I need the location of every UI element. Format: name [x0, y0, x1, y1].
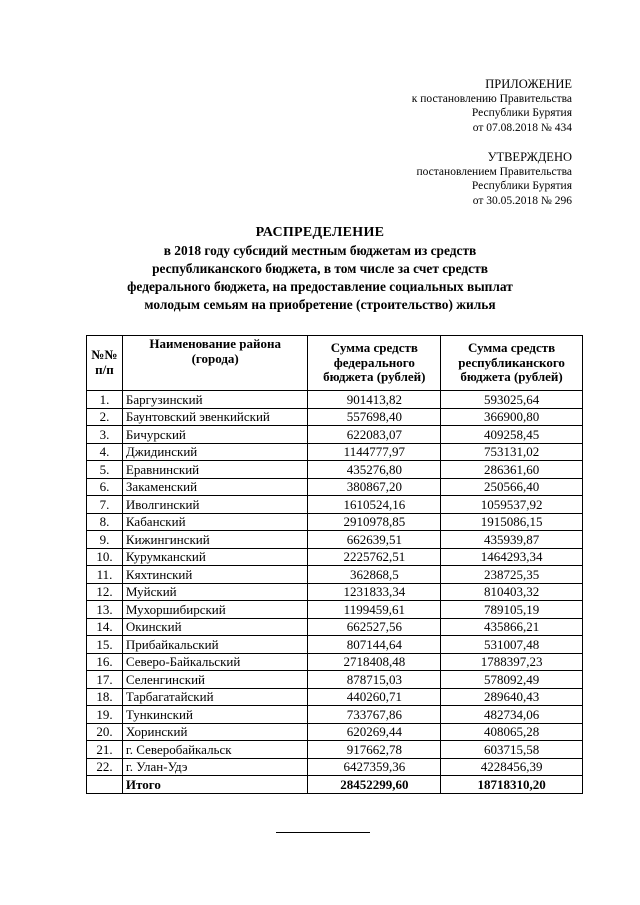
table-row — [87, 513, 583, 531]
row-republic-sum: 810403,32 — [441, 583, 583, 601]
row-republic-sum: 1059537,92 — [441, 496, 583, 514]
table-row — [87, 706, 583, 724]
row-district: Муйский — [122, 583, 308, 601]
row-federal-sum: 622083,07 — [308, 426, 441, 444]
row-republic-sum: 1915086,15 — [441, 513, 583, 531]
table-row — [87, 566, 583, 584]
row-number: 6. — [87, 478, 123, 496]
row-number: 16. — [87, 653, 123, 671]
row-federal-sum: 362868,5 — [308, 566, 441, 584]
row-district: Бичурский — [122, 426, 308, 444]
row-number: 8. — [87, 513, 123, 531]
row-number: 20. — [87, 723, 123, 741]
row-federal-sum: 1610524,16 — [308, 496, 441, 514]
appendix-label: ПРИЛОЖЕНИЕ — [485, 77, 572, 91]
row-federal-sum: 440260,71 — [308, 688, 441, 706]
row-federal-sum: 2718408,48 — [308, 653, 441, 671]
row-republic-sum: 593025,64 — [441, 391, 583, 409]
row-republic-sum: 408065,28 — [441, 723, 583, 741]
row-district: Кяхтинский — [122, 566, 308, 584]
table-header-row — [87, 336, 583, 391]
row-federal-sum: 662639,51 — [308, 531, 441, 549]
row-federal-sum: 733767,86 — [308, 706, 441, 724]
row-number: 5. — [87, 461, 123, 479]
row-number: 3. — [87, 426, 123, 444]
row-district: Закаменский — [122, 478, 308, 496]
row-republic-sum: 1788397,23 — [441, 653, 583, 671]
table-row — [87, 636, 583, 654]
table-row — [87, 548, 583, 566]
row-republic-sum: 238725,35 — [441, 566, 583, 584]
row-district: Северо-Байкальский — [122, 653, 308, 671]
document-subtitle-line: в 2018 году субсидий местным бюджетам из средств — [163, 243, 477, 258]
row-republic-sum: 789105,19 — [441, 601, 583, 619]
approved-stamp — [416, 150, 572, 208]
total-label: Итого — [122, 776, 308, 794]
row-number: 22. — [87, 758, 123, 776]
row-republic-sum: 289640,43 — [441, 688, 583, 706]
row-number: 12. — [87, 583, 123, 601]
table-row — [87, 426, 583, 444]
total-republic-sum: 18718310,20 — [441, 776, 583, 794]
row-federal-sum: 662527,56 — [308, 618, 441, 636]
total-row — [87, 776, 583, 794]
row-district: Селенгинский — [122, 671, 308, 689]
row-number: 17. — [87, 671, 123, 689]
row-federal-sum: 2910978,85 — [308, 513, 441, 531]
total-number — [87, 776, 123, 794]
row-republic-sum: 482734,06 — [441, 706, 583, 724]
approved-line: постановлением Правительства — [416, 165, 572, 178]
table-row — [87, 408, 583, 426]
row-number: 10. — [87, 548, 123, 566]
row-republic-sum: 409258,45 — [441, 426, 583, 444]
row-federal-sum: 807144,64 — [308, 636, 441, 654]
row-district: Еравнинский — [122, 461, 308, 479]
row-federal-sum: 878715,03 — [308, 671, 441, 689]
row-federal-sum: 2225762,51 — [308, 548, 441, 566]
row-district: Баргузинский — [122, 391, 308, 409]
row-republic-sum: 1464293,34 — [441, 548, 583, 566]
document-heading — [0, 223, 640, 314]
row-republic-sum: 250566,40 — [441, 478, 583, 496]
approved-date: от 30.05.2018 № 296 — [472, 194, 572, 207]
row-number: 11. — [87, 566, 123, 584]
distribution-table — [86, 335, 583, 794]
row-district: Кабанский — [122, 513, 308, 531]
row-republic-sum: 286361,60 — [441, 461, 583, 479]
row-district: Баунтовский эвенкийский — [122, 408, 308, 426]
row-district: Джидинский — [122, 443, 308, 461]
row-federal-sum: 917662,78 — [308, 741, 441, 759]
row-federal-sum: 1199459,61 — [308, 601, 441, 619]
document-subtitle-line: республиканского бюджета, в том числе за счет средств — [152, 261, 488, 276]
header-district: Наименование района (города) — [122, 336, 308, 391]
header-number: №№ п/п — [87, 336, 123, 391]
table-row — [87, 391, 583, 409]
row-republic-sum: 366900,80 — [441, 408, 583, 426]
table-row — [87, 601, 583, 619]
row-federal-sum: 1144777,97 — [308, 443, 441, 461]
row-district: Мухоршибирский — [122, 601, 308, 619]
table-row — [87, 671, 583, 689]
row-federal-sum: 557698,40 — [308, 408, 441, 426]
row-federal-sum: 620269,44 — [308, 723, 441, 741]
row-district: г. Улан-Удэ — [122, 758, 308, 776]
row-federal-sum: 435276,80 — [308, 461, 441, 479]
table-row — [87, 478, 583, 496]
row-number: 4. — [87, 443, 123, 461]
row-republic-sum: 578092,49 — [441, 671, 583, 689]
appendix-line: Республики Бурятия — [471, 107, 572, 120]
row-number: 1. — [87, 391, 123, 409]
row-district: Прибайкальский — [122, 636, 308, 654]
table-row — [87, 688, 583, 706]
row-number: 18. — [87, 688, 123, 706]
document-title: РАСПРЕДЕЛЕНИЕ — [255, 225, 385, 240]
row-republic-sum: 603715,58 — [441, 741, 583, 759]
row-district: Курумканский — [122, 548, 308, 566]
row-federal-sum: 1231833,34 — [308, 583, 441, 601]
table-row — [87, 723, 583, 741]
header-federal-sum: Сумма средств федерального бюджета (рублей) — [308, 336, 441, 391]
approved-label: УТВЕРЖДЕНО — [487, 150, 572, 164]
row-number: 2. — [87, 408, 123, 426]
row-republic-sum: 4228456,39 — [441, 758, 583, 776]
appendix-date: от 07.08.2018 № 434 — [472, 121, 572, 134]
table-row — [87, 653, 583, 671]
row-number: 21. — [87, 741, 123, 759]
table-row — [87, 618, 583, 636]
row-district: Иволгинский — [122, 496, 308, 514]
row-district: Хоринский — [122, 723, 308, 741]
table-row — [87, 583, 583, 601]
row-district: Тункинский — [122, 706, 308, 724]
row-number: 13. — [87, 601, 123, 619]
row-republic-sum: 435866,21 — [441, 618, 583, 636]
table-row — [87, 461, 583, 479]
appendix-stamp — [412, 77, 572, 135]
row-federal-sum: 380867,20 — [308, 478, 441, 496]
row-number: 15. — [87, 636, 123, 654]
row-federal-sum: 901413,82 — [308, 391, 441, 409]
table-row — [87, 531, 583, 549]
row-district: г. Северобайкальск — [122, 741, 308, 759]
row-district: Кижингинский — [122, 531, 308, 549]
row-number: 14. — [87, 618, 123, 636]
row-republic-sum: 531007,48 — [441, 636, 583, 654]
row-republic-sum: 435939,87 — [441, 531, 583, 549]
row-district: Тарбагатайский — [122, 688, 308, 706]
row-district: Окинский — [122, 618, 308, 636]
row-republic-sum: 753131,02 — [441, 443, 583, 461]
row-number: 9. — [87, 531, 123, 549]
approved-line: Республики Бурятия — [471, 180, 572, 193]
header-republic-sum: Сумма средств республиканского бюджета (рублей) — [441, 336, 583, 391]
table-row — [87, 443, 583, 461]
table-row — [87, 741, 583, 759]
row-number: 19. — [87, 706, 123, 724]
table-row — [87, 496, 583, 514]
document-subtitle-line: молодым семьям на приобретение (строительство) жилья — [144, 297, 496, 312]
document-subtitle-line: федерального бюджета, на предоставление социальных выплат — [127, 279, 513, 294]
total-federal-sum: 28452299,60 — [308, 776, 441, 794]
row-federal-sum: 6427359,36 — [308, 758, 441, 776]
bottom-divider — [276, 832, 370, 833]
table-row — [87, 758, 583, 776]
row-number: 7. — [87, 496, 123, 514]
appendix-line: к постановлению Правительства — [411, 92, 572, 105]
